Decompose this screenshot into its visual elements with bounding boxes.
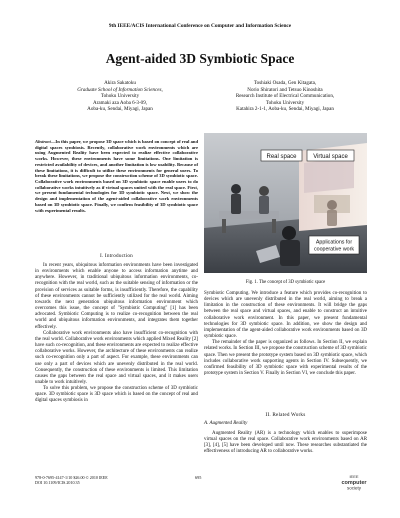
footer-doi: DOI 10.1109/ICIS.2010.35 [35, 480, 80, 486]
author-name: Akira Sakatoku [104, 80, 136, 86]
author-address: Katahira 2-1-1, Aoba-ku, Sendai, Miyagi, Japan [236, 106, 334, 113]
abstract [35, 139, 198, 213]
logo-text-bot: society [346, 485, 362, 491]
label-applications-line1: Applications for [315, 239, 353, 246]
author-address-2: Aoba-ku, Sendai, Miyagi, Japan [87, 106, 153, 113]
paragraph: In recent years, ubiquitous information environments have been investigated in environments which enable anyone to access information anytime and anywhere. However, in traditional ubiquitous information environments, co-recognition with the real world, such as the suitable sensing of information or the provision of services as suitable forms, is insufficiently. Therefore, the capability of these environments cannot be sufficiently utilized for the real world. Aiming towards the next generation ubiquitous information environment which overcomes this issue, the concept of "Symbiotic Computing" [1] has been advocated. Symbiotic Computing is to realize co-recognition between the real world and ubiquitous information environments, and integrates them together effectively. [35, 263, 198, 330]
author-institute: Research Institute of Electrical Communication, [235, 93, 335, 100]
section-heading-introduction: I. Introduction [100, 253, 133, 259]
author-block-left [55, 80, 185, 113]
subsection-heading-ar: A. Augmented Reality [204, 421, 248, 426]
label-virtual-space: Virtual space [313, 154, 348, 160]
author-dept: Graduate School of Information Sciences, [77, 86, 163, 93]
footer-copyright [35, 475, 108, 486]
author-block-right [210, 80, 360, 113]
author-names-2: Norio Shiratori and Tetsuo Kinoshita [247, 86, 323, 93]
paragraph: Augmented Reality (AR) is a technology which enables to superimpose virtual spaces on the real space. Collaborative work environments based on AR [3], [4], [5] have been developed until now. These researches substantiated the effectiveness of introducing AR to collaborative works. [204, 431, 367, 455]
right-column-body [204, 291, 367, 377]
logo-text-top: IEEE [349, 474, 359, 479]
ieee-computer-society-logo [340, 473, 368, 491]
paragraph: To solve this problem, we propose the construction scheme of 3D symbiotic space. 3D symbiotic space is 3D space which is based on the concept of real and digital spaces symbiosis in [35, 386, 198, 404]
label-applications-line2: cooperative work [313, 246, 355, 253]
author-names-1: Toshiaki Osada, Gen Kitagata, [253, 80, 317, 86]
paper-title: Agent-aided 3D Symbiotic Space [105, 51, 295, 66]
figure-3d-symbiotic-space [204, 133, 367, 273]
label-real-space: Real space [266, 154, 297, 160]
conference-header: 9th IEEE/ACIS International Conference on Computer and Information Science [108, 23, 292, 29]
author-univ: Tohoku University [100, 93, 140, 100]
author-univ: Tohoku University [265, 99, 305, 106]
introduction-body [35, 263, 198, 405]
author-address-1: Aramaki aza Aoba 6-3-09, [92, 99, 148, 106]
section-heading-related-works: II. Related Works [265, 412, 306, 418]
figure-caption: Fig. 1. The concept of 3D symbiotic space [245, 280, 326, 285]
page-number: 695 [195, 475, 202, 480]
abstract-text: —In this paper, we propose 3D space which is based on concept of real and digital spaces symbiosis. Recently, collaborative work environments which are using Augmented Reality have been expected to realize effective collaborative works. However, these environments have some limitations. One limitation is restricted availability of devices, and another limitation is low usability. Because of these limitations, it is difficult to utilize these environments for general users. To break these limitations, we propose the construction scheme of 3D symbiotic space. Collaborative work environments based on 3D symbiotic space enable users to do collaborative works intuitively as if virtual spaces united with the real space. First, we present fundamental technologies for 3D symbiotic space. Next, we show the design and implementation of the agent-aided collaborative work environments based on 3D symbiotic space. Finally, we confirm feasibility of 3D symbiotic space with experimental results. [35, 139, 198, 213]
related-works-body [204, 431, 367, 456]
paragraph: Symbiotic Computing. We introduce a feature which provides co-recognition to devices which are unevenly distributed in the real world, aiming to break a limitation in the construction of these environments. It will bridge the gaps between the real space and virtual spaces, and enable to construct an intuitive collaborative work environment. In this paper, we present fundamental technologies for 3D symbiotic space. In addition, we show the design and implementation of the agent-aided collaborative work environments based on 3D symbiotic space. [204, 291, 367, 340]
paragraph: The remainder of the paper is organized as follows. In Section II, we explain related works. In Section III, we propose the construction scheme of 3D symbiotic space. Then we present the prototype system based on 3D symbiotic space, which includes collaborative work supporting agents in Section IV. Subsequently, we confirmed feasibility of 3D symbiotic space with experimental results of the prototype system in Section V. Finally in Section VI, we conclude this paper. [204, 340, 367, 377]
abstract-label: Abstract [35, 139, 51, 144]
footer-isbn: 978-0-7695-4147-1/10 $26.00 © 2010 IEEE [35, 475, 108, 480]
paragraph: Collaborative work environments also have insufficient co-recognition with the real world. Collaborative work environments which applied Mixed Reality [2] have such co-recognition, and these environments are expected to realize effective collaborative works. However, the architecture of these environments can realize such co-recognition only a part of aspect. For example, these environments can use only a part of devices which are unevenly distributed in the real world. Consequently, the construction of these environments is limited. This limitation causes the gaps between the real space and virtual spaces, and it makes users unable to work intuitively. [35, 330, 198, 385]
logo-text-mid: computer [341, 480, 367, 486]
